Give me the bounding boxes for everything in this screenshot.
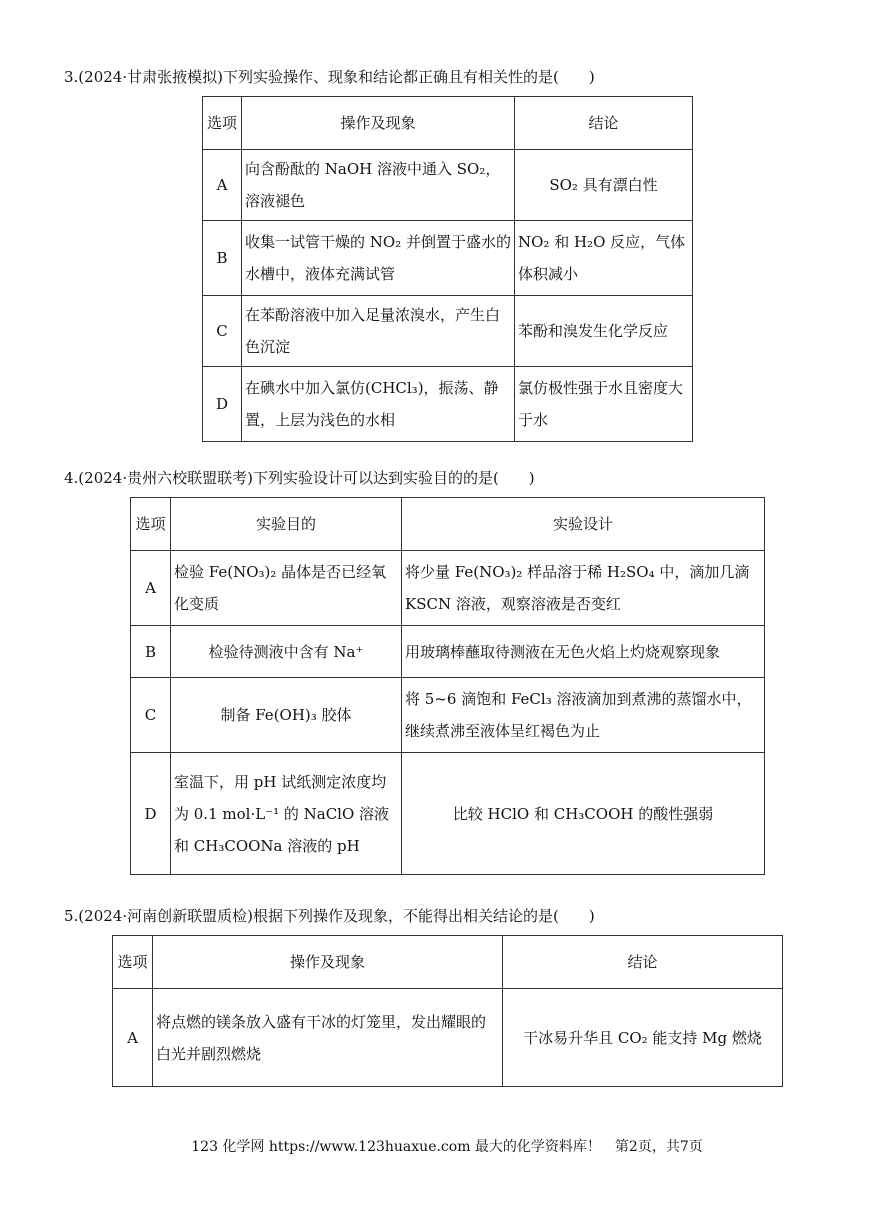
design-cell: 比较 HClO 和 CH₃COOH 的酸性强弱: [402, 753, 765, 875]
header-conclusion: 结论: [515, 97, 693, 150]
header-operation: 操作及现象: [153, 936, 503, 989]
table-row: [203, 367, 693, 442]
page-footer: 123 化学网 https://www.123huaxue.com 最大的化学资料库！ 第2页，共7页: [191, 1139, 703, 1155]
operation-cell: 向含酚酞的 NaOH 溶液中通入 SO₂，溶液褪色: [242, 150, 515, 221]
question-5-title: 5.(2024·河南创新联盟质检)根据下列操作及现象，不能得出相关结论的是( ): [64, 907, 595, 925]
table-row: [203, 150, 693, 221]
table-row: [203, 221, 693, 296]
conclusion-cell: 苯酚和溴发生化学反应: [515, 296, 693, 367]
goal-cell: 检验待测液中含有 Na⁺: [171, 626, 402, 678]
goal-cell: 室温下，用 pH 试纸测定浓度均为 0.1 mol·L⁻¹ 的 NaClO 溶液和 CH₃COONa 溶液的 pH: [171, 753, 402, 875]
question-4-title: 4.(2024·贵州六校联盟联考)下列实验设计可以达到实验目的的是( ): [64, 469, 535, 487]
table-header-row: [131, 498, 765, 551]
question-3-title: 3.(2024·甘肃张掖模拟)下列实验操作、现象和结论都正确且有相关性的是( ): [64, 68, 595, 86]
header-design: 实验设计: [402, 498, 765, 551]
design-cell: 将少量 Fe(NO₃)₂ 样品溶于稀 H₂SO₄ 中，滴加几滴 KSCN 溶液，观察溶液是否变红: [402, 551, 765, 626]
header-option: 选项: [113, 936, 153, 989]
table-row: [203, 296, 693, 367]
question-4-table: [130, 497, 765, 875]
conclusion-cell: SO₂ 具有漂白性: [515, 150, 693, 221]
design-cell: 用玻璃棒蘸取待测液在无色火焰上灼烧观察现象: [402, 626, 765, 678]
option-label: B: [131, 626, 171, 678]
header-operation: 操作及现象: [242, 97, 515, 150]
header-option: 选项: [131, 498, 171, 551]
option-label: C: [203, 296, 242, 367]
table-header-row: [113, 936, 783, 989]
question-3-table: [202, 96, 693, 442]
conclusion-cell: 氯仿极性强于水且密度大于水: [515, 367, 693, 442]
operation-cell: 收集一试管干燥的 NO₂ 并倒置于盛水的水槽中，液体充满试管: [242, 221, 515, 296]
question-5-table: [112, 935, 783, 1087]
operation-cell: 将点燃的镁条放入盛有干冰的灯笼里，发出耀眼的白光并剧烈燃烧: [153, 989, 503, 1087]
table-header-row: [203, 97, 693, 150]
option-label: A: [113, 989, 153, 1087]
table-row: [131, 753, 765, 875]
table-row: [131, 626, 765, 678]
operation-cell: 在苯酚溶液中加入足量浓溴水，产生白色沉淀: [242, 296, 515, 367]
conclusion-cell: NO₂ 和 H₂O 反应，气体体积减小: [515, 221, 693, 296]
option-label: A: [203, 150, 242, 221]
header-conclusion: 结论: [503, 936, 783, 989]
option-label: D: [131, 753, 171, 875]
table-row: [113, 989, 783, 1087]
header-option: 选项: [203, 97, 242, 150]
option-label: B: [203, 221, 242, 296]
goal-cell: 检验 Fe(NO₃)₂ 晶体是否已经氧化变质: [171, 551, 402, 626]
option-label: C: [131, 678, 171, 753]
conclusion-cell: 干冰易升华且 CO₂ 能支持 Mg 燃烧: [503, 989, 783, 1087]
operation-cell: 在碘水中加入氯仿(CHCl₃)，振荡、静置，上层为浅色的水相: [242, 367, 515, 442]
design-cell: 将 5~6 滴饱和 FeCl₃ 溶液滴加到煮沸的蒸馏水中，继续煮沸至液体呈红褐色为止: [402, 678, 765, 753]
option-label: D: [203, 367, 242, 442]
table-row: [131, 551, 765, 626]
goal-cell: 制备 Fe(OH)₃ 胶体: [171, 678, 402, 753]
option-label: A: [131, 551, 171, 626]
header-goal: 实验目的: [171, 498, 402, 551]
table-row: [131, 678, 765, 753]
